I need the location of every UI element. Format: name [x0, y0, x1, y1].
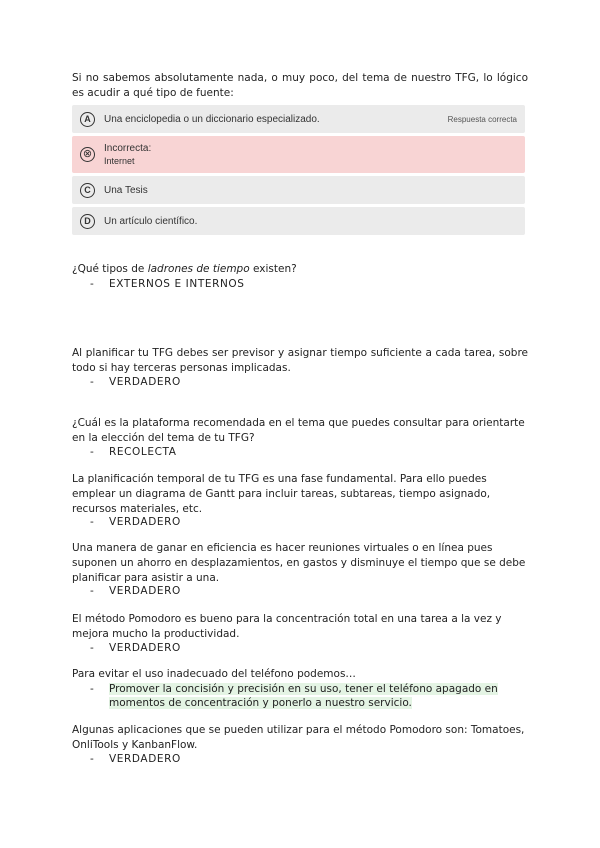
- option-a-text: Una enciclopedia o un diccionario especializado.: [104, 113, 320, 125]
- answer-2: [90, 277, 510, 292]
- question-8-text: Para evitar el uso inadecuado del teléfono podemos…: [72, 668, 356, 680]
- answer-7: [90, 641, 510, 656]
- option-b-incorrect: [72, 136, 525, 173]
- bullet-dash: -: [90, 683, 94, 695]
- correct-answer-note: Respuesta correcta: [447, 114, 517, 124]
- quiz-options: [72, 105, 525, 238]
- option-letter-a: A: [80, 112, 95, 127]
- option-d: [72, 207, 525, 235]
- answer-4-text: RECOLECTA: [109, 446, 177, 458]
- question-1-text: Si no sabemos absolutamente nada, o muy poco, del tema de nuestro TFG, lo lógico es acudir a qué tipo de fuente:: [72, 72, 528, 99]
- option-c: [72, 176, 525, 204]
- bullet-dash: -: [90, 278, 94, 290]
- option-c-text: Una Tesis: [104, 184, 148, 196]
- question-4-text: ¿Cuál es la plataforma recomendada en el tema que puedes consultar para orientarte en la elección del tema de tu TFG?: [72, 417, 525, 444]
- question-2-prefix: ¿Qué tipos de: [72, 263, 148, 275]
- bullet-dash: -: [90, 585, 94, 597]
- option-letter-c: C: [80, 183, 95, 198]
- question-3-text: Al planificar tu TFG debes ser previsor y asignar tiempo suficiente a cada tarea, sobre todo si hay terceras personas implicadas.: [72, 347, 528, 374]
- answer-3: [90, 375, 510, 390]
- answer-8: [90, 682, 510, 697]
- option-letter-d: D: [80, 214, 95, 229]
- bullet-dash: -: [90, 446, 94, 458]
- question-2-suffix: existen?: [249, 263, 297, 275]
- answer-5: [90, 515, 510, 530]
- answer-4: [90, 445, 510, 460]
- answer-6-text: VERDADERO: [109, 585, 181, 597]
- question-2-text: [72, 262, 528, 277]
- bullet-dash: -: [90, 516, 94, 528]
- question-6-text: Una manera de ganar en eficiencia es hacer reuniones virtuales o en línea pues suponen un ahorro en desplazamientos, en gastos y disminuye el tiempo que se debe planificar para asistir a una.: [72, 542, 526, 584]
- answer-9: [90, 752, 510, 767]
- option-b-text: Internet: [104, 155, 135, 166]
- incorrect-icon: ⊗: [80, 147, 95, 162]
- answer-9-text: VERDADERO: [109, 753, 181, 765]
- question-5-text: La planificación temporal de tu TFG es una fase fundamental. Para ello puedes emplear un diagrama de Gantt para incluir tareas, subtareas, tiempo asignado, recursos materiales, etc.: [72, 473, 491, 515]
- question-2-emphasis: ladrones de tiempo: [147, 263, 250, 275]
- answer-5-text: VERDADERO: [109, 516, 181, 528]
- bullet-dash: -: [90, 753, 94, 765]
- answer-3-text: VERDADERO: [109, 376, 181, 388]
- question-9-text: Algunas aplicaciones que se pueden utilizar para el método Pomodoro son: Tomatoes, OnliTools y KanbanFlow.: [72, 724, 525, 751]
- answer-7-text: VERDADERO: [109, 642, 181, 654]
- answer-8-cont: [109, 696, 529, 711]
- answer-8-line-1: Promover la concisión y precisión en su uso, tener el teléfono apagado en: [109, 683, 498, 695]
- bullet-dash: -: [90, 642, 94, 654]
- incorrect-label: Incorrecta:: [104, 142, 152, 154]
- answer-6: [90, 584, 510, 599]
- option-a: [72, 105, 525, 133]
- answer-8-line-2: momentos de concentración y ponerlo a nuestro servicio.: [109, 697, 412, 709]
- answer-2-text: EXTERNOS E INTERNOS: [109, 278, 245, 290]
- question-7-text: El método Pomodoro es bueno para la concentración total en una tarea a la vez y mejora mucho la productividad.: [72, 613, 502, 640]
- option-d-text: Un artículo científico.: [104, 215, 198, 227]
- bullet-dash: -: [90, 376, 94, 388]
